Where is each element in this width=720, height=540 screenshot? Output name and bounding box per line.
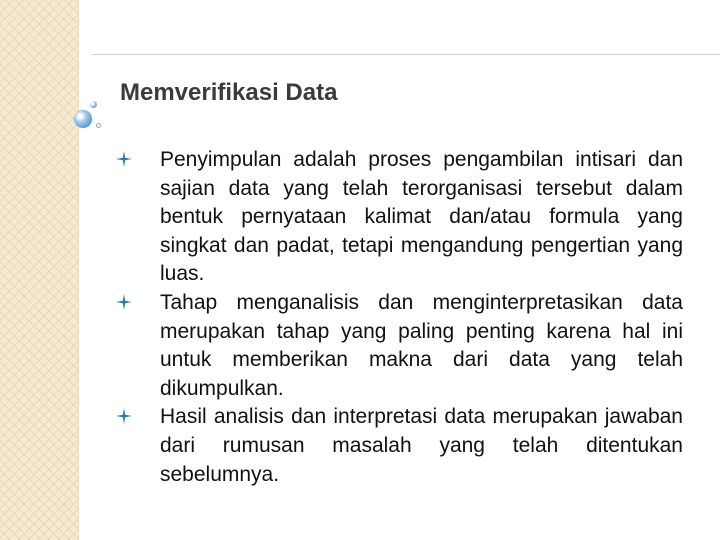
bullet-text: Hasil analisis dan interpretasi data merupakan jawaban dari rumusan masalah yang telah ditentukan sebelumnya. [160, 405, 683, 486]
four-point-star-icon [114, 149, 134, 169]
slide-title: Memverifikasi Data [120, 79, 338, 106]
bullet-item [0, 403, 720, 489]
bullet-text: Penyimpulan adalah proses pengambilan intisari dan sajian data yang telah terorganisasi tersebut dalam bentuk pernyataan kalimat dan/atau formula yang singkat dan padat, tetapi mengandung pengertian yang luas. [160, 148, 683, 286]
decorative-bubble-large [74, 110, 92, 128]
bullet-item [0, 146, 720, 289]
decorative-bubble-medium [90, 101, 97, 108]
decorative-bubble-small [96, 123, 101, 128]
four-point-star-icon [114, 292, 134, 312]
four-point-star-icon [114, 406, 134, 426]
title-divider-line [92, 54, 720, 55]
bullet-text: Tahap menganalisis dan menginterpretasikan data merupakan tahap yang paling penting karena hal ini untuk memberikan makna dari data yang telah dikumpulkan. [160, 290, 683, 400]
bullet-list [0, 146, 720, 489]
bullet-item [0, 289, 720, 403]
